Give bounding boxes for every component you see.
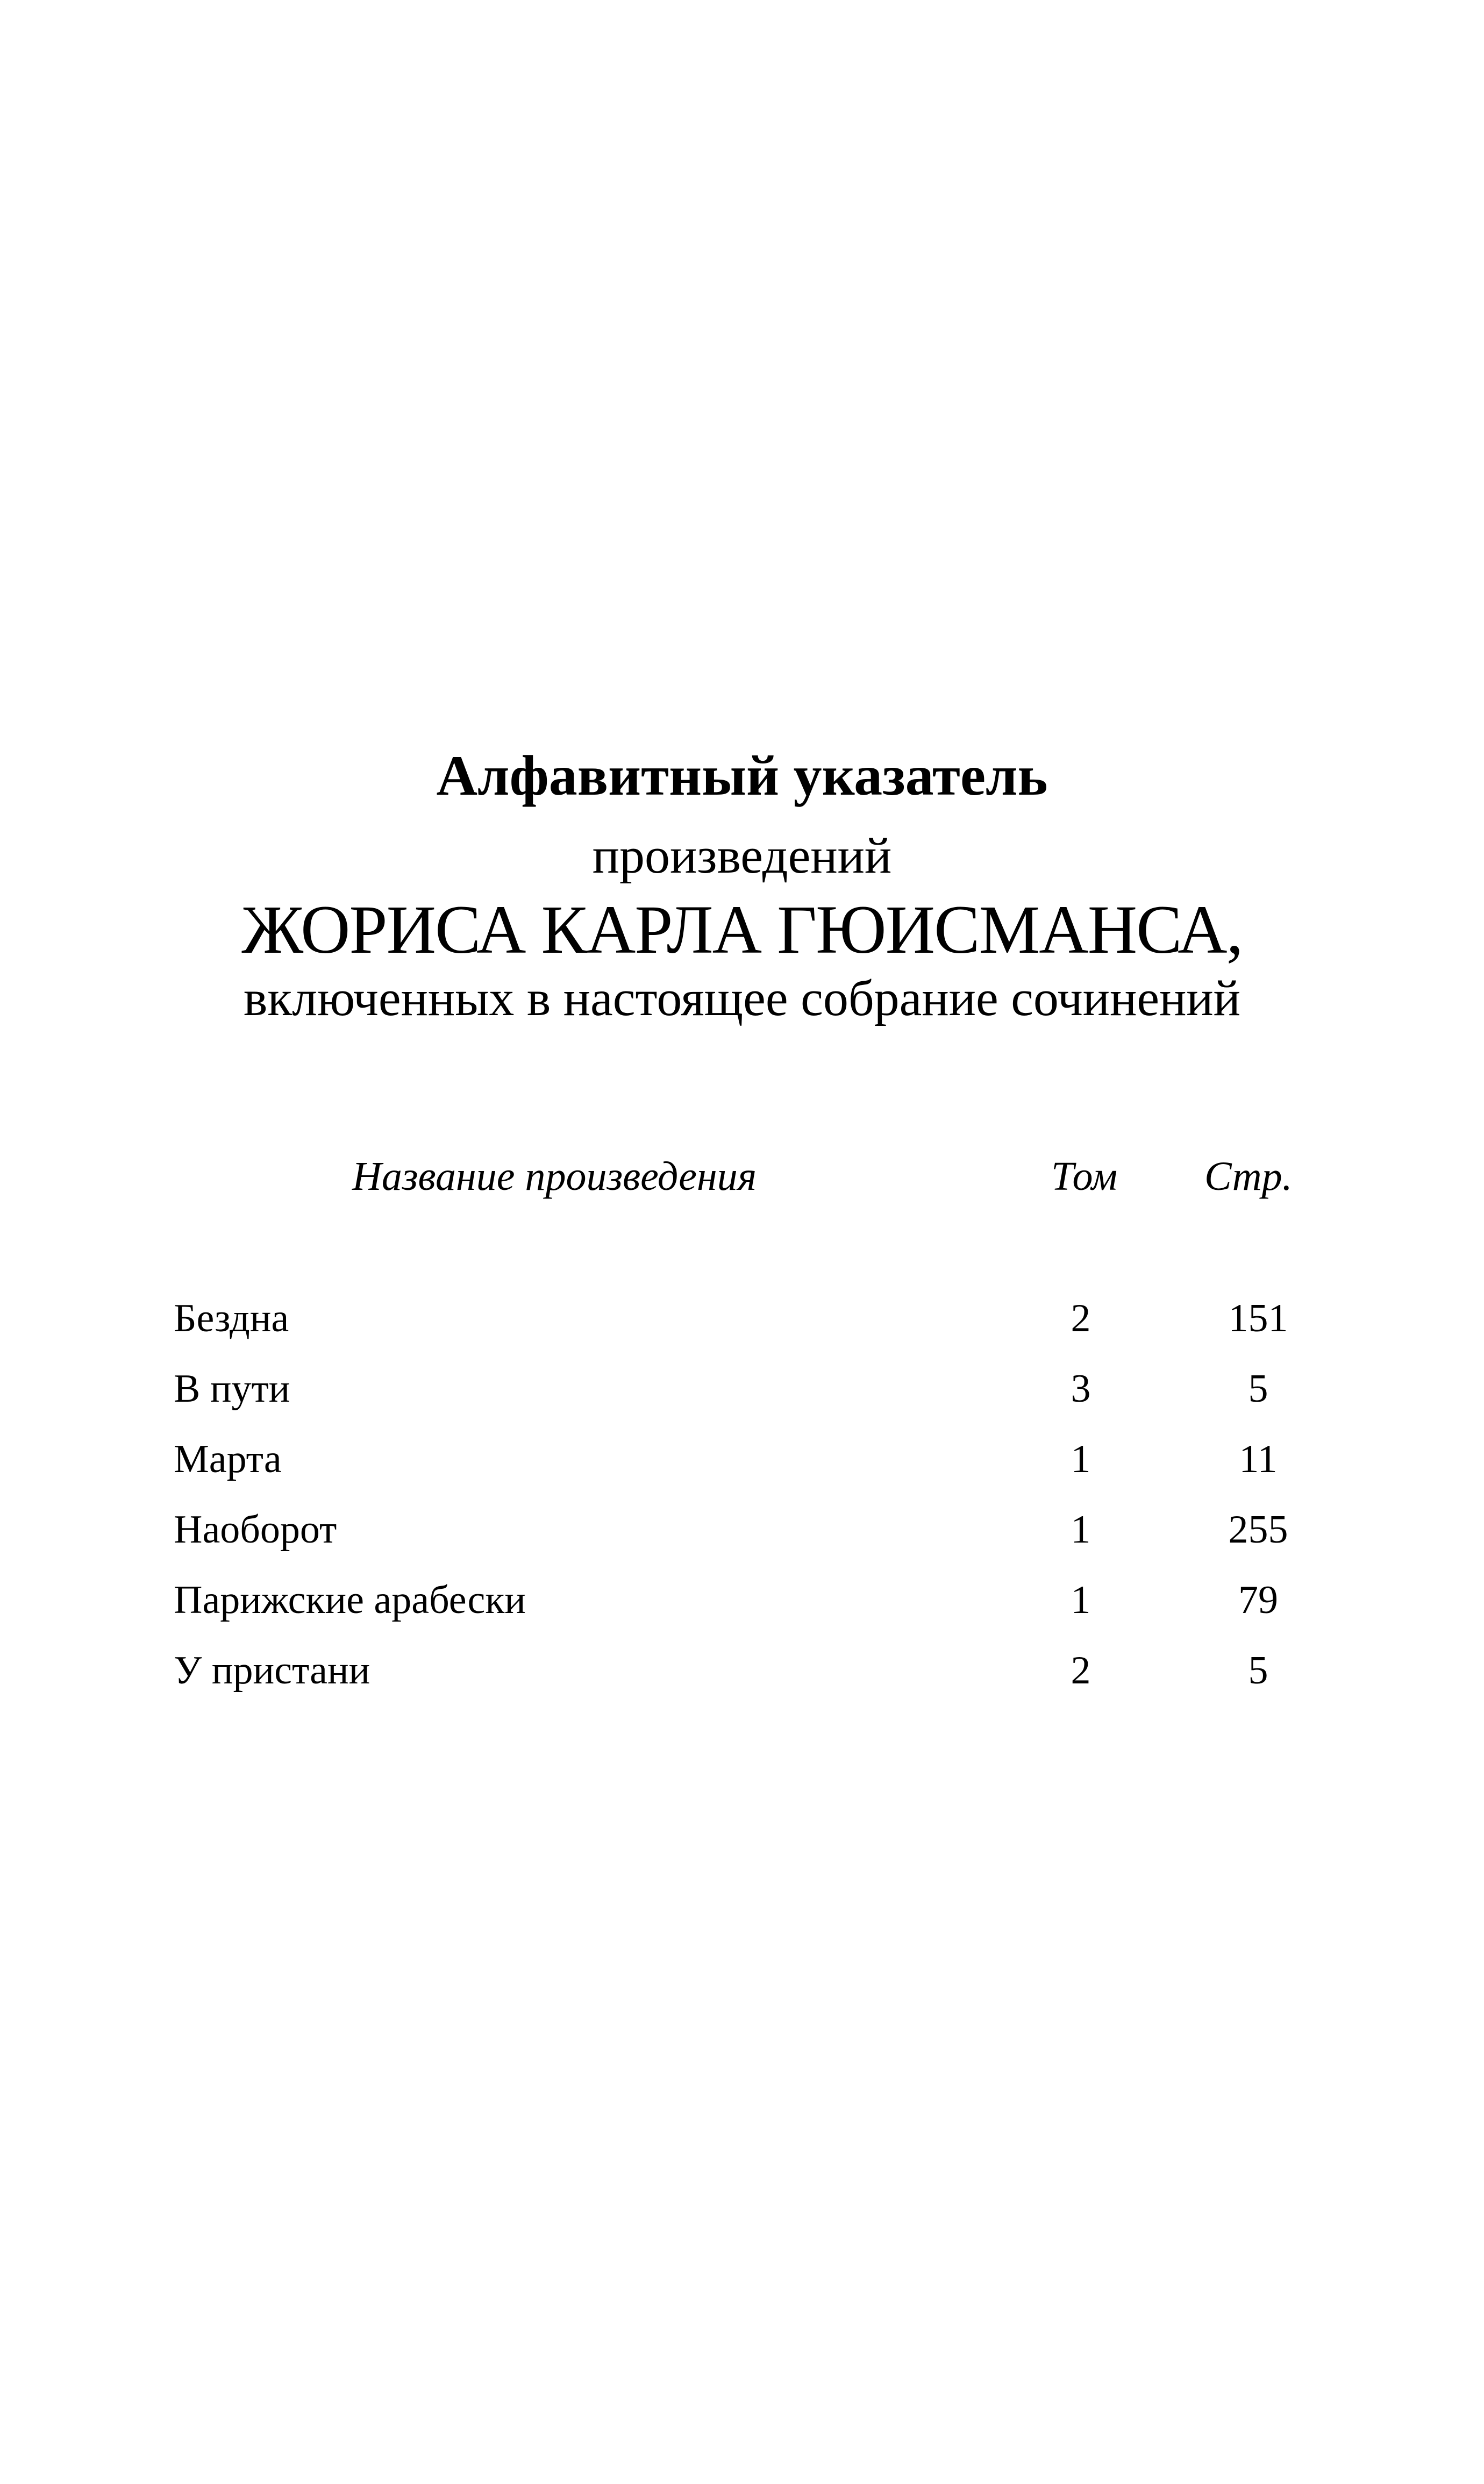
index-entry xyxy=(0,1369,1484,1439)
entry-title: У пристани xyxy=(174,1648,370,1693)
author-name: ЖОРИСА КАРЛА ГЮИСМАНСА, xyxy=(241,891,1243,968)
index-entries xyxy=(0,1298,1484,1721)
entry-title: В пути xyxy=(174,1367,290,1411)
entry-page: 11 xyxy=(1239,1437,1278,1481)
entry-volume: 3 xyxy=(1071,1367,1091,1411)
entry-volume: 1 xyxy=(1071,1508,1091,1552)
entry-title: Марта xyxy=(174,1437,282,1481)
entry-page: 79 xyxy=(1238,1578,1278,1622)
column-header-volume: Том xyxy=(1051,1154,1118,1199)
entry-page: 255 xyxy=(1228,1508,1288,1552)
index-entry xyxy=(0,1439,1484,1510)
entry-page: 5 xyxy=(1248,1648,1268,1693)
index-description: включенных в настоящее собрание сочинений xyxy=(243,970,1241,1026)
entry-page: 151 xyxy=(1228,1296,1288,1340)
column-header-title: Название произведения xyxy=(352,1154,757,1199)
entry-title: Парижские арабески xyxy=(174,1578,526,1622)
entry-volume: 2 xyxy=(1071,1648,1091,1693)
index-subtitle: произведений xyxy=(592,828,892,884)
entry-title: Наоборот xyxy=(174,1508,337,1552)
index-title: Алфавитный указатель xyxy=(436,744,1048,807)
index-entry xyxy=(0,1648,1484,1721)
index-entry xyxy=(0,1510,1484,1580)
column-header-page: Стр. xyxy=(1204,1154,1293,1199)
entry-title: Бездна xyxy=(174,1296,289,1340)
index-entry xyxy=(0,1580,1484,1651)
entry-volume: 2 xyxy=(1071,1296,1091,1340)
entry-volume: 1 xyxy=(1071,1578,1091,1622)
index-entry xyxy=(0,1298,1484,1369)
entry-volume: 1 xyxy=(1071,1437,1091,1481)
entry-page: 5 xyxy=(1248,1367,1268,1411)
